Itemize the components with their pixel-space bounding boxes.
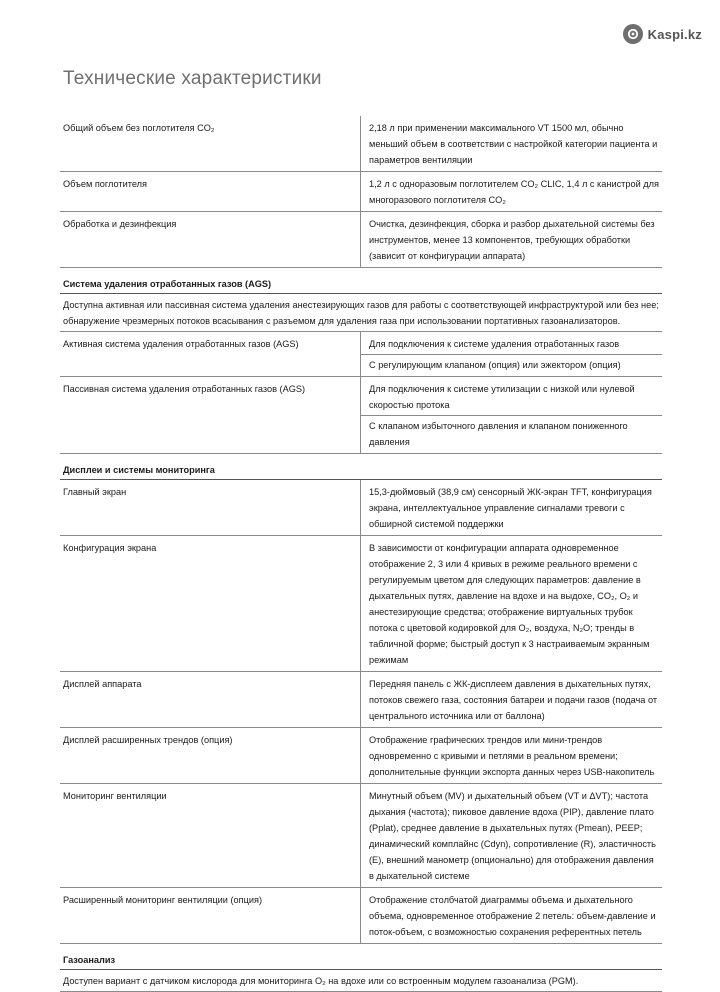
spec-row (60, 888, 662, 944)
spec-value-line: С клапаном избыточного давления и клапаном пониженного давления (361, 415, 662, 450)
spec-table (60, 116, 662, 992)
spec-value-line: Передняя панель с ЖК-дисплеем давления в дыхательных путях, потоков свежего газа, состояния батареи и подачи газов (подача от центрального источника или от баллона) (369, 679, 658, 721)
spec-value (360, 672, 662, 727)
spec-row (60, 332, 662, 377)
spec-value-line: 2,18 л при применении максимального VT 1500 мл, обычно меньший объем в соответствии с настройкой категории пациента и параметров вентиляции (369, 123, 658, 165)
section-ags-text: Доступна активная или пассивная система удаления анестезирующих газов для работы с соответствующей инфраструктурой или без нее; обнаружение чрезмерных потоков всасывания с разъемом для удаления газа при использовании портативных газоанализаторов. (60, 294, 662, 332)
page-title: Технические характеристики (63, 68, 322, 89)
kaspi-brand-text: Kaspi.kz (647, 26, 702, 42)
spec-value (360, 116, 662, 171)
spec-row (60, 116, 662, 172)
spec-row (60, 728, 662, 784)
section-gas-text: Доступен вариант с датчиком кислорода для мониторинга O₂ на вдохе или со встроенным модулем газоанализа (PGM). (60, 970, 662, 992)
spec-row (60, 536, 662, 672)
spec-label: Мониторинг вентиляции (63, 791, 167, 801)
spec-label: Активная система удаления отработанных газов (AGS) (63, 339, 299, 349)
spec-value-line: В зависимости от конфигурации аппарата одновременное отображение 2, 3 или 4 кривых в режиме реального времени с регулируемым цветом для следующих параметров: давление в дыхательных путях, давление на вдохе и на выдохе, CO₂, O₂ и анестезирующие средства; отображение виртуальных трубок потока с цветовой кодировкой для O₂, воздуха, N₂O; тренды в табличной форме; быстрый доступ к 3 настраиваемым экранным режимам (369, 543, 650, 665)
spec-label: Главный экран (63, 487, 127, 497)
spec-value-line: 1,2 л с одноразовым поглотителем CO₂ CLIC, 1,4 л с канистрой для многоразового поглотителя CO₂ (369, 179, 659, 205)
spec-value-line: Минутный объем (MV) и дыхательный объем (VT и ΔVT); частота дыхания (частота); пиковое давление вдоха (PIP), давление плато (Pplat), среднее давление в дыхательных путях (Pmean), PEEP; динамический комплайнс (Cdyn), сопротивление (R), эластичность (E), внешний манометр (опционально) для отображения давления в дыхательной системе (369, 791, 656, 881)
kaspi-watermark (623, 24, 702, 44)
spec-label: Дисплей расширенных трендов (опция) (63, 735, 233, 745)
spec-value-line: Для подключения к системе удаления отработанных газов (369, 339, 620, 349)
spec-value-line: 15,3-дюймовый (38,9 см) сенсорный ЖК-экран TFT, конфигурация экрана, интеллектуальное управление сигналами тревоги с обширной системой поддержки (369, 487, 652, 529)
spec-value (360, 332, 662, 376)
spec-value-line: Очистка, дезинфекция, сборка и разбор дыхательной системы без инструментов, менее 13 компонентов, требующих обработки (зависит от конфигурации аппарата) (369, 219, 655, 261)
spec-value (360, 888, 662, 943)
spec-row (60, 172, 662, 212)
spec-value (360, 536, 662, 671)
displays-block (60, 480, 662, 944)
spec-value (360, 172, 662, 211)
spec-label: Общий объем без поглотителя CO₂ (63, 123, 215, 133)
section-gas-title: Газоанализ (60, 950, 662, 970)
spec-value (360, 784, 662, 887)
spec-value (360, 377, 662, 453)
section-ags-title: Система удаления отработанных газов (AGS) (60, 274, 662, 294)
spec-label: Дисплей аппарата (63, 679, 142, 689)
spec-value (360, 728, 662, 783)
spec-row (60, 672, 662, 728)
spec-value (360, 480, 662, 535)
spec-row (60, 377, 662, 454)
spec-label: Расширенный мониторинг вентиляции (опция) (63, 895, 263, 905)
spec-label: Пассивная система удаления отработанных газов (AGS) (63, 384, 306, 394)
spec-value (360, 212, 662, 267)
section-displays-title: Дисплеи и системы мониторинга (60, 460, 662, 480)
spec-value-line: Отображение столбчатой диаграммы объема и дыхательного объема, одновременное отображение 2 петель: объем-давление и поток-объем, с возможностью сохранения референтных петель (369, 895, 656, 937)
spec-value-line: Для подключения к системе утилизации с низкой или нулевой скоростью протока (369, 384, 635, 410)
spec-label: Конфигурация экрана (63, 543, 157, 553)
spec-row (60, 480, 662, 536)
spec-value-line: Отображение графических трендов или мини-трендов одновременно с кривыми и петлями в реальном времени; дополнительные функции экспорта данных через USB-накопитель (369, 735, 655, 777)
spec-label: Объем поглотителя (63, 179, 148, 189)
spec-value-line: С регулирующим клапаном (опция) или эжектором (опция) (361, 354, 662, 373)
spec-row (60, 784, 662, 888)
spec-row (60, 212, 662, 268)
general-block (60, 116, 662, 268)
ags-block (60, 332, 662, 454)
kaspi-logo-icon (623, 24, 643, 44)
spec-label: Обработка и дезинфекция (63, 219, 177, 229)
